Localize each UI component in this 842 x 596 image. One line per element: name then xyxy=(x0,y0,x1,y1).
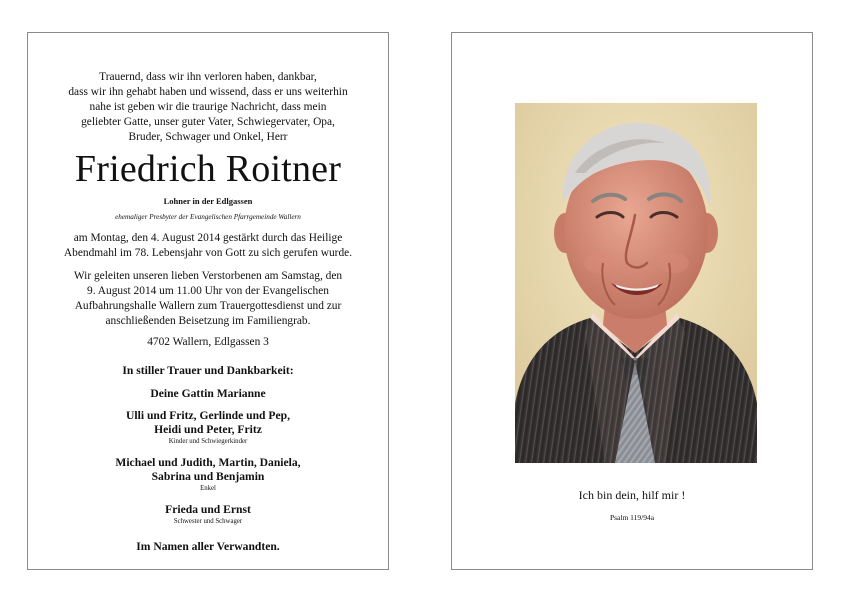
bible-quote: Ich bin dein, hilf mir ! xyxy=(578,488,686,502)
children-label: Kinder und Schwiegerkinder xyxy=(168,438,248,445)
portrait-photo xyxy=(515,103,757,463)
children-block xyxy=(28,409,388,446)
intro-line: nahe ist geben wir die traurige Nachricht, dass mein xyxy=(89,101,327,113)
grandchildren-line: Sabrina und Benjamin xyxy=(151,470,265,483)
intro-line: geliebter Gatte, unser guter Vater, Schwiegervater, Opa, xyxy=(81,116,335,128)
funeral-line: anschließenden Beisetzung im Familiengrab. xyxy=(105,315,311,327)
spouse-name: Deine Gattin Marianne xyxy=(150,387,266,400)
address: 4702 Wallern, Edlgassen 3 xyxy=(147,336,269,348)
deceased-role: ehemaliger Presbyter der Evangelischen Pfarrgemeinde Wallern xyxy=(115,213,301,221)
intro-text xyxy=(28,70,388,145)
funeral-line: Aufbahrungshalle Wallern zum Trauergottesdienst und zur xyxy=(74,300,342,312)
funeral-line: Wir geleiten unseren lieben Verstorbenen am Samstag, den xyxy=(73,270,343,282)
deceased-subtitle: Lohner in der Edlgassen xyxy=(163,196,253,206)
children-line: Ulli und Fritz, Gerlinde und Pep, xyxy=(126,409,290,422)
obituary-text-card xyxy=(27,32,389,570)
grandchildren-line: Michael und Judith, Martin, Daniela, xyxy=(115,456,301,469)
mourning-heading: In stiller Trauer und Dankbarkeit: xyxy=(122,364,294,377)
children-line: Heidi und Peter, Fritz xyxy=(154,423,262,436)
intro-line: dass wir ihn gehabt haben und wissend, dass er uns weiterhin xyxy=(68,86,348,98)
closing-line: Im Namen aller Verwandten. xyxy=(136,540,280,553)
death-line: am Montag, den 4. August 2014 gestärkt durch das Heilige xyxy=(73,232,343,244)
deceased-name: Friedrich Roitner xyxy=(74,148,342,190)
death-line: Abendmahl im 78. Lebensjahr von Gott zu sich gerufen wurde. xyxy=(63,247,353,259)
grandchildren-label: Enkel xyxy=(200,485,216,492)
portrait-illustration xyxy=(515,103,757,463)
siblings-names: Frieda und Ernst xyxy=(165,503,251,516)
siblings-block xyxy=(28,503,388,526)
psalm-reference: Psalm 119/94a xyxy=(609,513,655,522)
obituary-photo-card xyxy=(451,32,813,570)
grandchildren-block xyxy=(28,456,388,493)
funeral-line: 9. August 2014 um 11.00 Uhr von der Evangelischen xyxy=(87,285,329,297)
intro-line: Trauernd, dass wir ihn verloren haben, dankbar, xyxy=(99,71,317,83)
siblings-label: Schwester und Schwager xyxy=(173,518,243,525)
intro-line: Bruder, Schwager und Onkel, Herr xyxy=(128,131,288,143)
death-notice xyxy=(28,231,388,261)
funeral-notice xyxy=(28,269,388,329)
